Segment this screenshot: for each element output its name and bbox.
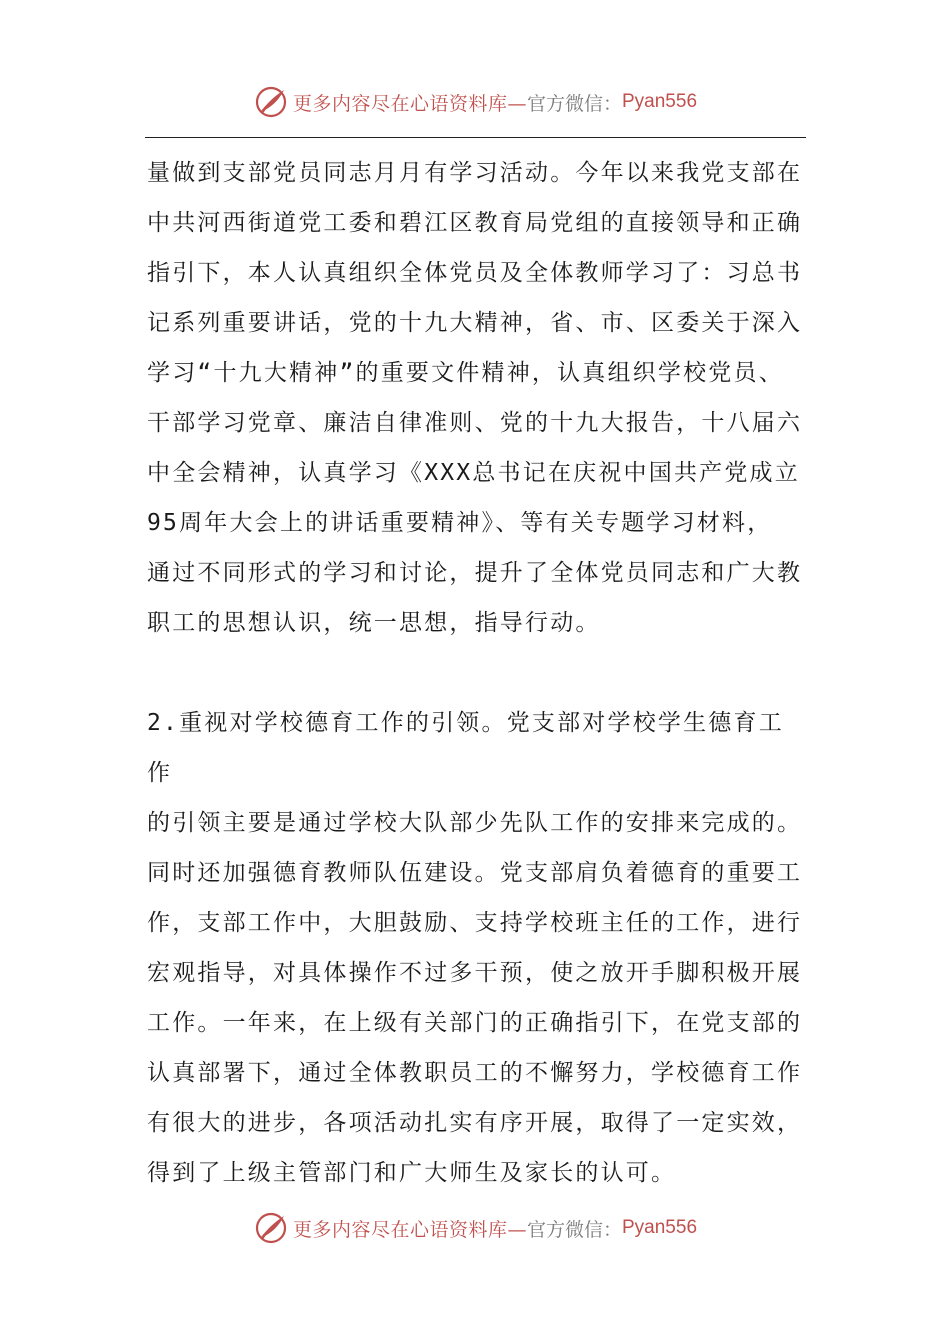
document-body [147, 148, 809, 1198]
site-name: 更多内容尽在心语资料库— [292, 1218, 527, 1241]
quill-pen-icon [253, 1210, 289, 1246]
header-divider [145, 137, 806, 138]
header-banner [0, 80, 950, 124]
wechat-label: 官方微信： [526, 92, 622, 115]
quill-pen-icon [253, 84, 289, 120]
site-name: 更多内容尽在心语资料库— [292, 92, 527, 115]
wechat-id: Pyan556 [622, 1217, 698, 1238]
wechat-label: 官方微信： [526, 1218, 622, 1241]
paragraph: 量做到支部党员同志月月有学习活动。今年以来我党支部在 中共河西街道党工委和碧江区教育局党组的直接领导和正确 指引下，本人认真组织全体党员及全体教师学习了：习总书 记系列重要讲话，党的十九大精神，省、市、区委关于深入 学习“十九大精神”的重要文件精神，认真组织学校党员、 干部学习党章、廉洁自律准则、党的十九大报告，十八届六 中全会精神，认真学习《XXX总书记在庆祝中国共产党成立 95周年大会上的讲话重要精神》、等有关专题学习材料， 通过不同形式的学习和讨论，提升了全体党员同志和广大教 职工的思想认识，统一思想，指导行动。 [147, 160, 803, 636]
paragraph: 2.重视对学校德育工作的引领。党支部对学校学生德育工作 的引领主要是通过学校大队部少先队工作的安排来完成的。 同时还加强德育教师队伍建设。党支部肩负着德育的重要工 作，支部工作中，大胆鼓励、支持学校班主任的工作，进行 宏观指导，对具体操作不过多干预，使之放开手脚积极开展 工作。一年来，在上级有关部门的正确指引下，在党支部的 认真部署下，通过全体教职员工的不懈努力，学校德育工作 有很大的进步，各项活动扎实有序开展，取得了一定实效， 得到了上级主管部门和广大师生及家长的认可。 [147, 710, 803, 1186]
wechat-id: Pyan556 [622, 91, 698, 112]
footer-banner [0, 1206, 950, 1250]
